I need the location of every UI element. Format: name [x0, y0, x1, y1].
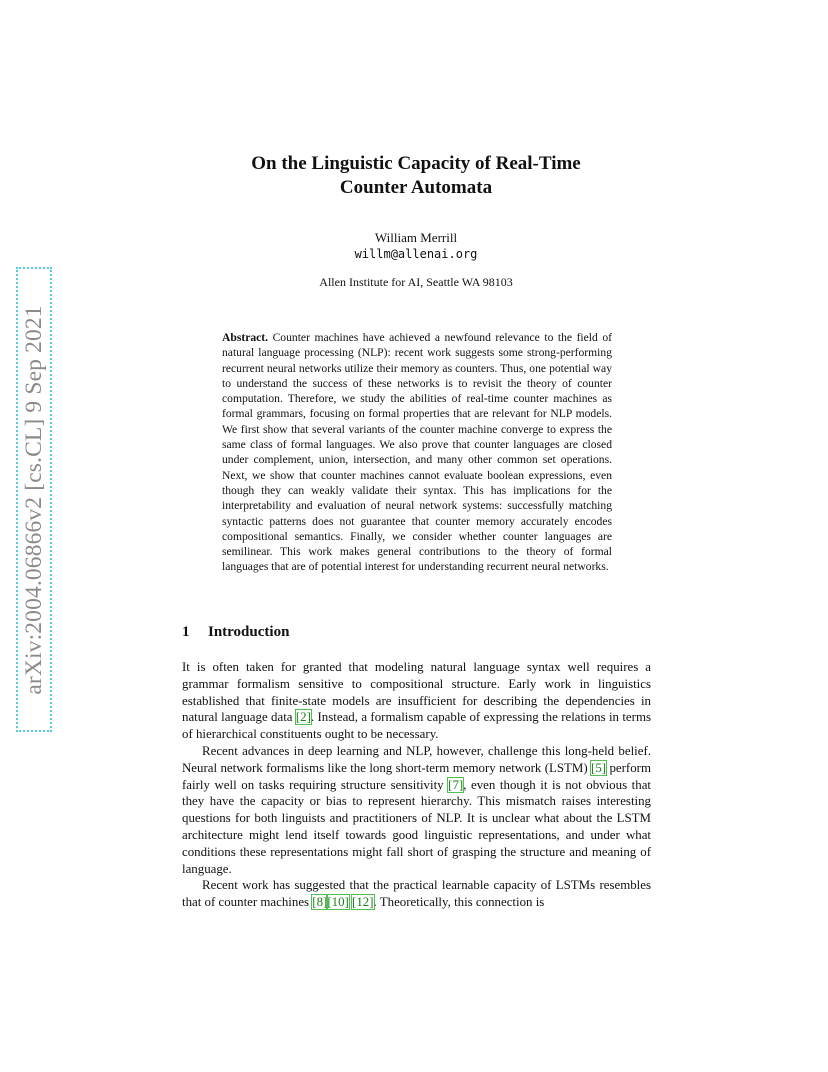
- paragraph-text: perform fairly well on tasks requiring structure sensitivity: [182, 760, 651, 792]
- arxiv-identifier: arXiv:2004.06866v2 [cs.CL] 9 Sep 2021: [21, 305, 47, 695]
- paragraph-text: , even though it is not obvious that they have the capacity or bias to represent hierarchy. This mismatch raises interesting questions for both linguists and practitioners of NLP. It is unclear what about the LSTM architecture might lend itself towards good linguistic representations, and under what conditions these representations might fall short of grasping the structure and meaning of language.: [182, 777, 651, 876]
- body-text: [182, 659, 651, 911]
- citation-link[interactable]: [8]: [312, 895, 328, 910]
- title-line-1: On the Linguistic Capacity of Real-Time: [251, 153, 581, 174]
- paragraph-text: Recent work has suggested that the practical learnable capacity of LSTMs resembles that of counter machines: [182, 878, 651, 910]
- section-heading: [182, 624, 289, 641]
- author-name: William Merrill: [374, 230, 458, 245]
- author-affiliation: Allen Institute for AI, Seattle WA 98103: [319, 275, 513, 289]
- citation-link[interactable]: [10]: [327, 895, 349, 910]
- abstract-label: Abstract.: [222, 331, 269, 344]
- paragraph: [182, 743, 651, 877]
- paragraph-text: . Theoretically, this connection is: [373, 895, 545, 910]
- citation-link[interactable]: [2]: [295, 710, 311, 725]
- paper-title: [180, 152, 652, 200]
- abstract: [222, 330, 612, 575]
- author-email: willm@allenai.org: [354, 247, 478, 261]
- section-title: Introduction: [208, 624, 290, 640]
- paragraph: [182, 659, 651, 743]
- section-number: 1: [182, 624, 190, 640]
- paragraph: [182, 877, 651, 911]
- paragraph-text: . Instead, a formalism capable of expressing the relations in terms of hierarchical constituents ought to be necessary.: [182, 710, 651, 742]
- paragraph-text: It is often taken for granted that modeling natural language syntax well requires a grammar formalism sensitive to compositional structure. Early work in linguistics established that finite-state models are insufficient for describing the dependencies in natural language data: [182, 660, 651, 725]
- title-line-2: Counter Automata: [339, 177, 493, 198]
- paragraph-text: Recent advances in deep learning and NLP, however, challenge this long-held belief. Neural network formalisms like the long short-term memory network (LSTM): [182, 743, 651, 775]
- abstract-text: Counter machines have achieved a newfound relevance to the field of natural language processing (NLP): recent work suggests some strong-performing recurrent neural networks utilize their memory as counters. Thus, one potential way to understand the success of these networks is to revisit the theory of counter computation. Therefore, we study the abilities of real-time counter machines as formal grammars, focusing on formal properties that are relevant for NLP models. We first show that several variants of the counter machine converge to express the same class of formal languages. We also prove that counter languages are closed under complement, union, intersection, and many other common set operations. Next, we show that counter machines cannot evaluate boolean expressions, even though they can weakly validate their syntax. This has implications for the interpretability and evaluation of neural network systems: successfully matching syntactic patterns does not guarantee that counter memory accurately encodes compositional semantics. Finally, we consider whether counter languages are semilinear. This work makes general contributions to the theory of formal languages that are of potential interest for understanding recurrent neural networks.: [222, 331, 612, 574]
- citation-link[interactable]: [7]: [448, 777, 464, 792]
- citation-link[interactable]: [5]: [591, 760, 607, 775]
- citation-link[interactable]: [12]: [352, 895, 374, 910]
